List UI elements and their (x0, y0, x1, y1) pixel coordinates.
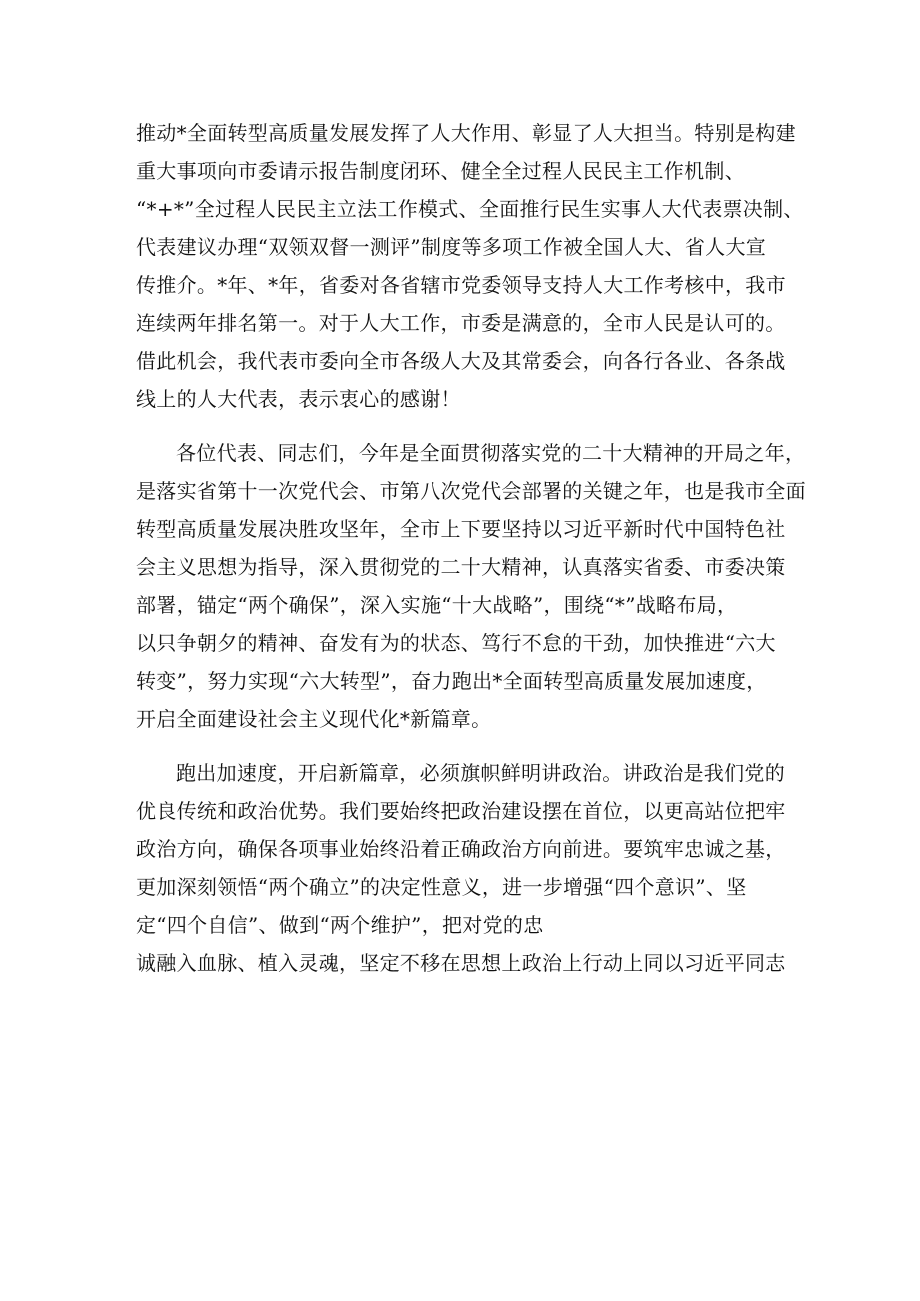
paragraph-first-line: 各位代表、同志们，今年是全面贯彻落实党的二十大精神的开局之年， (176, 441, 806, 465)
text-line: 更加深刻领悟“两个确立”的决定性意义，进一步增强“四个意识”、坚 (136, 875, 747, 899)
text-line: 政治方向，确保各项事业始终沿着正确政治方向前进。要筑牢忠诚之基， (136, 837, 786, 861)
text-line: 代表建议办理“双领双督一测评”制度等多项工作被全国人大、省人大宣 (136, 235, 767, 259)
text-line: 优良传统和政治优势。我们要始终把政治建设摆在首位，以更高站位把牢 (136, 799, 786, 823)
text-line: 推动*全面转型高质量发展发挥了人大作用、彰显了人大担当。特别是构建 (136, 121, 796, 145)
text-line: 线上的人大代表，表示衷心的感谢！ (136, 387, 461, 411)
text-line: 是落实省第十一次党代会、市第八次党代会部署的关键之年，也是我市全面 (136, 479, 806, 503)
paragraph-first-line: 跑出加速度，开启新篇章，必须旗帜鲜明讲政治。讲政治是我们党的 (176, 761, 785, 785)
text-line: 开启全面建设社会主义现代化*新篇章。 (136, 707, 492, 731)
text-line: 传推介。*年、*年，省委对各省辖市党委领导支持人大工作考核中，我市 (136, 273, 786, 297)
text-line: “*+*”全过程人民民主立法工作模式、全面推行民生实事人大代表票决制、 (136, 197, 804, 221)
text-line: 部署，锚定“两个确保”，深入实施“十大战略”，围绕“*”战略布局， (136, 593, 738, 617)
text-line: 借此机会，我代表市委向全市各级人大及其常委会，向各行各业、各条战 (136, 349, 786, 373)
text-line: 连续两年排名第一。对于人大工作，市委是满意的，全市人民是认可的。 (136, 311, 786, 335)
text-line: 重大事项向市委请示报告制度闭环、健全全过程人民民主工作机制、 (136, 159, 745, 183)
text-line: 会主义思想为指导，深入贯彻党的二十大精神，认真落实省委、市委决策 (136, 555, 786, 579)
text-line: 转变”，努力实现“六大转型”，奋力跑出*全面转型高质量发展加速度， (136, 669, 767, 693)
text-line: 诚融入血脉、植入灵魂，坚定不移在思想上政治上行动上同以习近平同志 (136, 951, 786, 975)
text-line: 以只争朝夕的精神、奋发有为的状态、笃行不怠的干劲，加快推进“六大 (136, 631, 776, 655)
text-line: 转型高质量发展决胜攻坚年，全市上下要坚持以习近平新时代中国特色社 (136, 517, 786, 541)
text-line: 定“四个自信”、做到“两个维护”，把对党的忠 (136, 913, 544, 937)
